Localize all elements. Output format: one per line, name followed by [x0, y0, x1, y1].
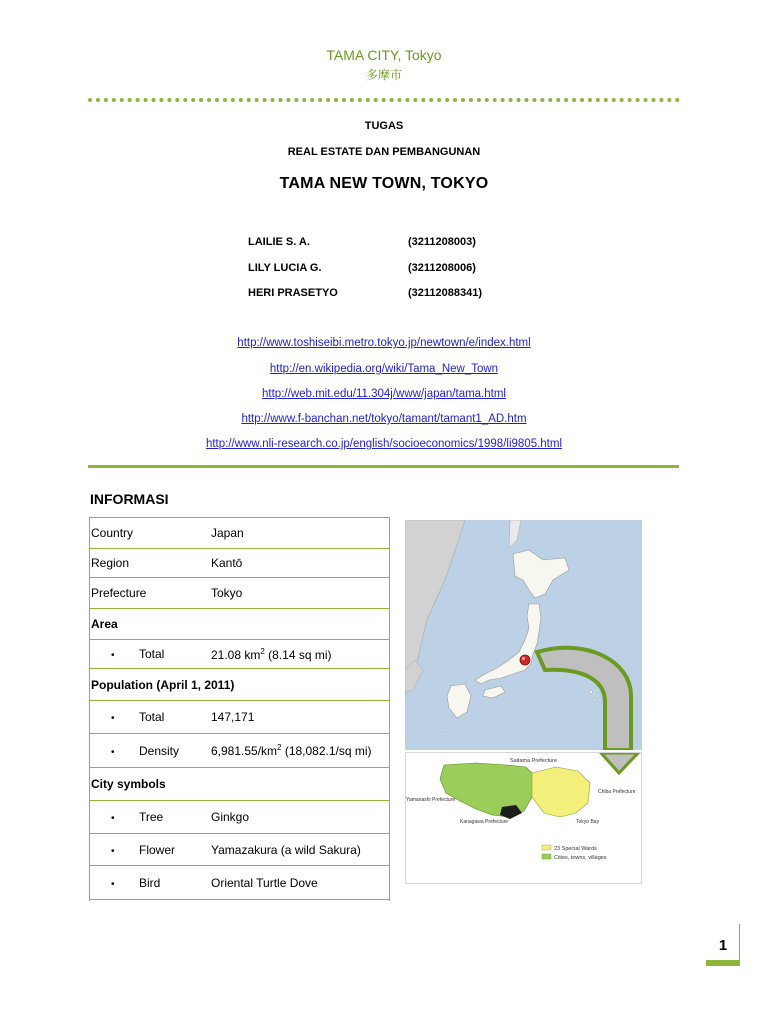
doc-tugas: TUGAS: [364, 120, 404, 132]
bullet-icon: •: [111, 713, 115, 724]
author-name: HERI PRASETYO: [248, 287, 338, 299]
bullet-icon: •: [111, 746, 115, 758]
info-sub-label: [89, 801, 209, 834]
bullet-icon: •: [111, 878, 115, 890]
info-label: Bird: [139, 875, 161, 890]
japan-map-graphic: [405, 520, 642, 750]
bullet-icon: •: [111, 813, 115, 824]
marker-highlight: [522, 657, 525, 660]
arrow-icon: [537, 648, 631, 750]
info-value: Kantō: [209, 549, 390, 578]
info-sub-label: [89, 866, 209, 900]
tokyo-map-graphic: [406, 753, 641, 883]
info-value: Tokyo: [209, 578, 390, 609]
section-title: INFORMASI: [90, 491, 169, 507]
author-id: (32112088341): [408, 287, 483, 299]
info-table: [89, 517, 390, 900]
info-label: Tree: [139, 810, 164, 824]
table-row: [89, 768, 390, 801]
info-label: Region: [89, 549, 209, 578]
info-section-label: City symbols: [89, 768, 390, 801]
info-value: Japan: [209, 518, 390, 549]
header-title: TAMA CITY, Tokyo: [326, 47, 442, 63]
reference-link[interactable]: http://en.wikipedia.org/wiki/Tama_New_Town: [269, 363, 499, 375]
page-number: 1: [718, 937, 728, 954]
value-rest: (18,082.1/sq mi): [281, 744, 372, 758]
info-label: Density: [139, 743, 180, 758]
info-sub-label: [89, 734, 209, 768]
value-rest: (8.14 sq mi): [264, 647, 332, 662]
info-sub-label: [89, 701, 209, 734]
arrow-tip-icon: [601, 753, 638, 773]
tokyo-marker-icon: [520, 655, 530, 665]
header-subtitle: 多摩市: [365, 68, 402, 82]
info-section-label: Population (April 1, 2011): [89, 669, 390, 701]
info-sub-label: [89, 834, 209, 866]
table-row: [89, 701, 390, 734]
info-label: Flower: [139, 842, 176, 857]
legend-label-wards: 23 Special Wards: [554, 846, 597, 852]
reference-link[interactable]: http://web.mit.edu/11.304j/www/japan/tama.html: [262, 388, 506, 400]
table-row: [89, 609, 390, 640]
label-kanagawa: Kanagawa Prefecture: [460, 819, 509, 825]
info-label: Prefecture: [89, 578, 209, 609]
table-row: [89, 578, 390, 609]
label-saitama: Saitama Prefecture: [510, 758, 558, 764]
info-label: Country: [89, 518, 209, 549]
label-chiba: Chiba Prefecture: [598, 789, 636, 795]
table-row: [89, 866, 390, 900]
author-name: LAILIE S. A.: [248, 236, 310, 248]
tokyo-wards-area: [532, 767, 590, 817]
value-main: 6,981.55/km: [211, 744, 278, 758]
hokkaido-landmass: [513, 550, 569, 598]
info-value: Ginkgo: [209, 801, 390, 834]
info-label: Total: [139, 710, 165, 724]
legend-swatch-cities: [542, 854, 551, 859]
island: [444, 729, 446, 731]
reference-link[interactable]: http://www.f-banchan.net/tokyo/tamant/tamant1_AD.htm: [241, 413, 527, 425]
label-yamanashi: Yamanashi Prefecture: [406, 797, 456, 803]
table-row: [89, 834, 390, 866]
info-value: [209, 640, 390, 669]
table-row: [89, 518, 390, 549]
legend-swatch-wards: [542, 845, 551, 850]
tokyo-cities-area: [440, 763, 536, 817]
table-row: [89, 734, 390, 768]
page-number-bar: [706, 960, 740, 966]
info-value: Oriental Turtle Dove: [209, 866, 390, 900]
bullet-icon: •: [111, 650, 115, 661]
info-value: [209, 734, 390, 768]
info-value: Yamazakura (a wild Sakura): [209, 834, 390, 866]
sakhalin-landmass: [509, 520, 521, 548]
info-value: 147,171: [209, 701, 390, 734]
table-row: [89, 640, 390, 669]
section-divider: [88, 465, 679, 468]
value-sup: 2: [277, 743, 282, 752]
doc-subject: REAL ESTATE DAN PEMBANGUNAN: [287, 146, 481, 158]
tokyo-map: [405, 752, 642, 884]
legend-label-cities: Cities, towns, villages: [554, 855, 607, 861]
honshu-landmass: [475, 604, 541, 684]
value-sup: 2: [260, 646, 265, 656]
info-section-label: Area: [89, 609, 390, 640]
author-id: (3211208003): [408, 236, 476, 248]
dotted-divider: [88, 98, 680, 102]
table-row: [89, 669, 390, 701]
kyushu-landmass: [447, 684, 471, 718]
author-name: LILY LUCIA G.: [248, 262, 322, 274]
shikoku-landmass: [483, 686, 505, 698]
doc-title: TAMA NEW TOWN, TOKYO: [279, 175, 489, 192]
island: [590, 691, 593, 694]
author-id: (3211208006): [408, 262, 476, 274]
reference-link[interactable]: http://www.nli-research.co.jp/english/socioeconomics/1998/li9805.html: [205, 438, 563, 450]
japan-map: [405, 520, 642, 750]
label-tokyo-bay: Tokyo Bay: [576, 819, 600, 825]
bullet-icon: •: [111, 845, 115, 857]
table-row: [89, 801, 390, 834]
island: [594, 699, 596, 701]
info-sub-label: [89, 640, 209, 669]
info-label: Total: [139, 647, 165, 661]
value-main: 21.08 km: [211, 647, 261, 662]
table-row: [89, 549, 390, 578]
reference-link[interactable]: http://www.toshiseibi.metro.tokyo.jp/newtown/e/index.html: [237, 337, 531, 349]
